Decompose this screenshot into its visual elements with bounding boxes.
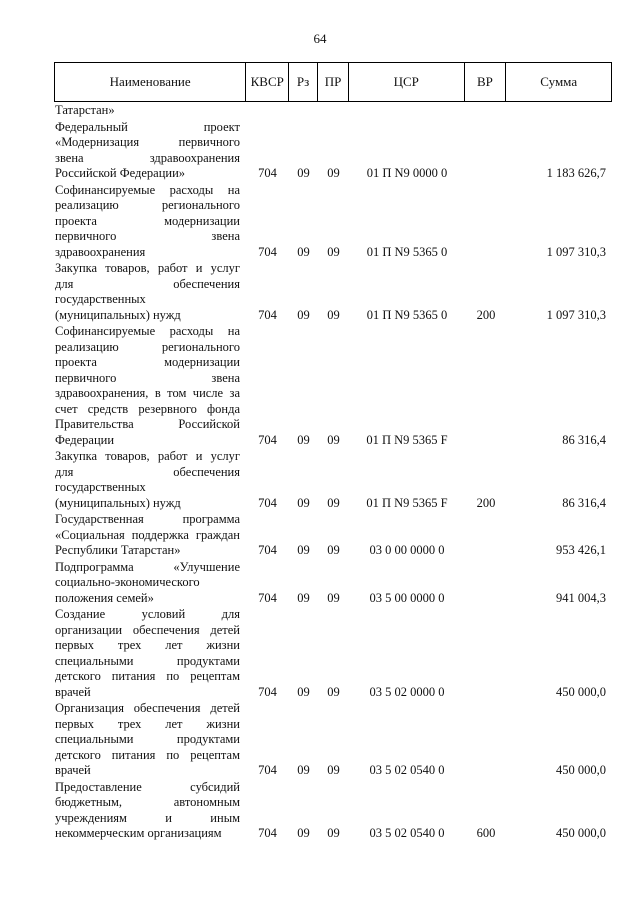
table-row (54, 512, 612, 560)
cell-kvsr: 704 (258, 590, 277, 605)
page-number: 64 (313, 31, 327, 46)
row-name-line: Организация обеспечения детей (55, 701, 240, 715)
row-name (54, 120, 246, 182)
table-row (54, 261, 612, 324)
table-header (54, 62, 612, 102)
cell-sum: 1 183 626,7 (546, 166, 606, 180)
header-name: Наименование (55, 63, 246, 101)
cell-kvsr: 704 (258, 684, 277, 699)
cell-pr: 09 (327, 307, 340, 322)
cell-sum: 450 000,0 (556, 684, 606, 699)
cell-sum: 86 316,4 (562, 432, 606, 447)
table-row (54, 449, 612, 512)
row-name-line: бюджетным, автономным (55, 795, 240, 809)
cell-pr: 09 (327, 590, 340, 605)
table-row (54, 324, 612, 449)
cell-pr: 09 (327, 826, 340, 840)
cell-kvsr: 704 (258, 432, 277, 447)
row-name-line: Российской Федерации» (55, 166, 186, 180)
row-name-line: реализацию регионального (55, 198, 240, 212)
cell-pr: 09 (327, 166, 340, 180)
cell-rz: 09 (297, 166, 310, 180)
row-name-line: реализацию регионального (55, 339, 240, 354)
row-name-line: здравоохранения, в том числе за (55, 386, 240, 400)
row-name (54, 607, 246, 700)
table-row (54, 183, 612, 262)
cell-rz: 09 (297, 763, 310, 777)
cell-rz: 09 (297, 307, 310, 322)
row-name-line: государственных (55, 292, 146, 306)
row-name-line: Софинансируемые расходы на (55, 182, 240, 197)
cell-csr: 01 П N9 5365 F (366, 495, 448, 510)
row-name-line: Создание условий для (55, 607, 240, 621)
row-name-line: специальными продуктами (55, 653, 240, 668)
row-name-line: Государственная программа (55, 512, 240, 526)
row-name-line: положения семей» (55, 590, 154, 605)
table-row (54, 607, 612, 701)
header-kvsr: КВСР (246, 63, 289, 101)
row-name-line: «Социальная поддержка граждан (55, 527, 240, 542)
cell-pr: 09 (327, 244, 340, 259)
cell-csr: 01 П N9 5365 F (366, 432, 448, 447)
header-rz: Рз (289, 63, 318, 101)
row-name-line: первичного звена (55, 229, 240, 243)
row-name (54, 701, 246, 779)
cell-sum: 450 000,0 (556, 826, 606, 840)
cell-sum: 86 316,4 (562, 495, 606, 510)
row-name-line: учреждениям и иным (55, 810, 240, 825)
row-name-line: государственных (55, 480, 146, 494)
cell-csr: 03 0 00 0000 0 (369, 543, 445, 557)
row-name-line: Предоставление субсидий (55, 779, 240, 794)
row-name-line: для обеспечения (55, 464, 240, 479)
row-name-line: Татарстан» (55, 103, 115, 117)
table-row (54, 701, 612, 780)
table-row (54, 103, 612, 120)
row-name (54, 103, 246, 119)
row-name-line: специальными продуктами (55, 732, 240, 746)
row-name-line: для обеспечения (55, 276, 240, 291)
row-name-line: Республики Татарстан» (55, 543, 181, 557)
cell-kvsr: 704 (258, 307, 277, 322)
cell-kvsr: 704 (258, 166, 277, 180)
row-name-line: первых трех лет жизни (55, 638, 240, 652)
cell-csr: 01 П N9 5365 0 (366, 307, 448, 322)
cell-rz: 09 (297, 432, 310, 447)
table-row (54, 780, 612, 843)
cell-pr: 09 (327, 432, 340, 447)
row-name-line: «Модернизация первичного (55, 135, 240, 149)
row-name-line: Правительства Российской (55, 417, 240, 431)
row-name (54, 261, 246, 323)
row-name (54, 183, 246, 261)
cell-rz: 09 (297, 543, 310, 557)
header-pr: ПР (318, 63, 349, 101)
cell-rz: 09 (297, 495, 310, 510)
cell-pr: 09 (327, 763, 340, 777)
header-sum: Сумма (540, 74, 578, 89)
cell-pr: 09 (327, 495, 340, 510)
cell-vr: 200 (476, 307, 496, 322)
row-name-line: Федеральный проект (55, 119, 240, 134)
cell-csr: 03 5 02 0000 0 (369, 684, 445, 699)
cell-csr: 03 5 00 0000 0 (369, 590, 445, 605)
row-name-line: Софинансируемые расходы на (55, 324, 240, 338)
row-name-line: Закупка товаров, работ и услуг (55, 449, 240, 463)
cell-rz: 09 (297, 590, 310, 605)
row-name (54, 560, 246, 607)
cell-rz: 09 (297, 826, 310, 840)
cell-kvsr: 704 (258, 244, 277, 259)
cell-csr: 03 5 02 0540 0 (369, 763, 445, 777)
row-name-line: первых трех лет жизни (55, 716, 240, 731)
row-name-line: здравоохранения (55, 244, 146, 259)
row-name-line: Федерации (55, 432, 115, 447)
table-row (54, 120, 612, 183)
table-body (54, 103, 612, 843)
row-name-line: Закупка товаров, работ и услуг (55, 261, 240, 275)
row-name (54, 449, 246, 511)
row-name-line: организации обеспечения детей (55, 622, 240, 637)
cell-sum: 1 097 310,3 (546, 244, 606, 259)
row-name-line: проекта модернизации (55, 355, 240, 369)
cell-vr: 600 (476, 826, 496, 840)
row-name-line: проекта модернизации (55, 213, 240, 228)
cell-csr: 03 5 02 0540 0 (369, 826, 445, 840)
row-name-line: врачей (55, 763, 91, 777)
header-vr: ВР (465, 63, 507, 101)
cell-kvsr: 704 (258, 826, 277, 840)
row-name (54, 512, 246, 559)
cell-kvsr: 704 (258, 543, 277, 557)
row-name-line: некоммерческим организациям (55, 826, 222, 840)
cell-sum: 450 000,0 (556, 763, 606, 777)
row-name-line: (муниципальных) нужд (55, 307, 181, 322)
cell-sum: 953 426,1 (556, 543, 606, 557)
row-name-line: звена здравоохранения (55, 150, 240, 165)
row-name (54, 324, 246, 448)
row-name-line: Подпрограмма «Улучшение (55, 559, 240, 574)
row-name-line: счет средств резервного фонда (55, 401, 240, 416)
cell-kvsr: 704 (258, 763, 277, 777)
table-row (54, 560, 612, 608)
cell-csr: 01 П N9 5365 0 (366, 244, 448, 259)
cell-kvsr: 704 (258, 495, 277, 510)
row-name (54, 780, 246, 842)
row-name-line: детского питания по рецептам (55, 669, 240, 683)
cell-sum: 1 097 310,3 (546, 307, 606, 322)
cell-pr: 09 (327, 543, 340, 557)
cell-sum: 941 004,3 (556, 590, 606, 605)
row-name-line: социально-экономического (55, 575, 200, 589)
row-name-line: (муниципальных) нужд (55, 495, 181, 510)
cell-vr: 200 (476, 495, 496, 510)
row-name-line: первичного звена (55, 370, 240, 385)
cell-pr: 09 (327, 684, 340, 699)
cell-rz: 09 (297, 684, 310, 699)
row-name-line: детского питания по рецептам (55, 747, 240, 762)
row-name-line: врачей (55, 684, 91, 699)
header-csr: ЦСР (349, 63, 465, 101)
cell-rz: 09 (297, 244, 310, 259)
cell-csr: 01 П N9 0000 0 (366, 166, 448, 180)
